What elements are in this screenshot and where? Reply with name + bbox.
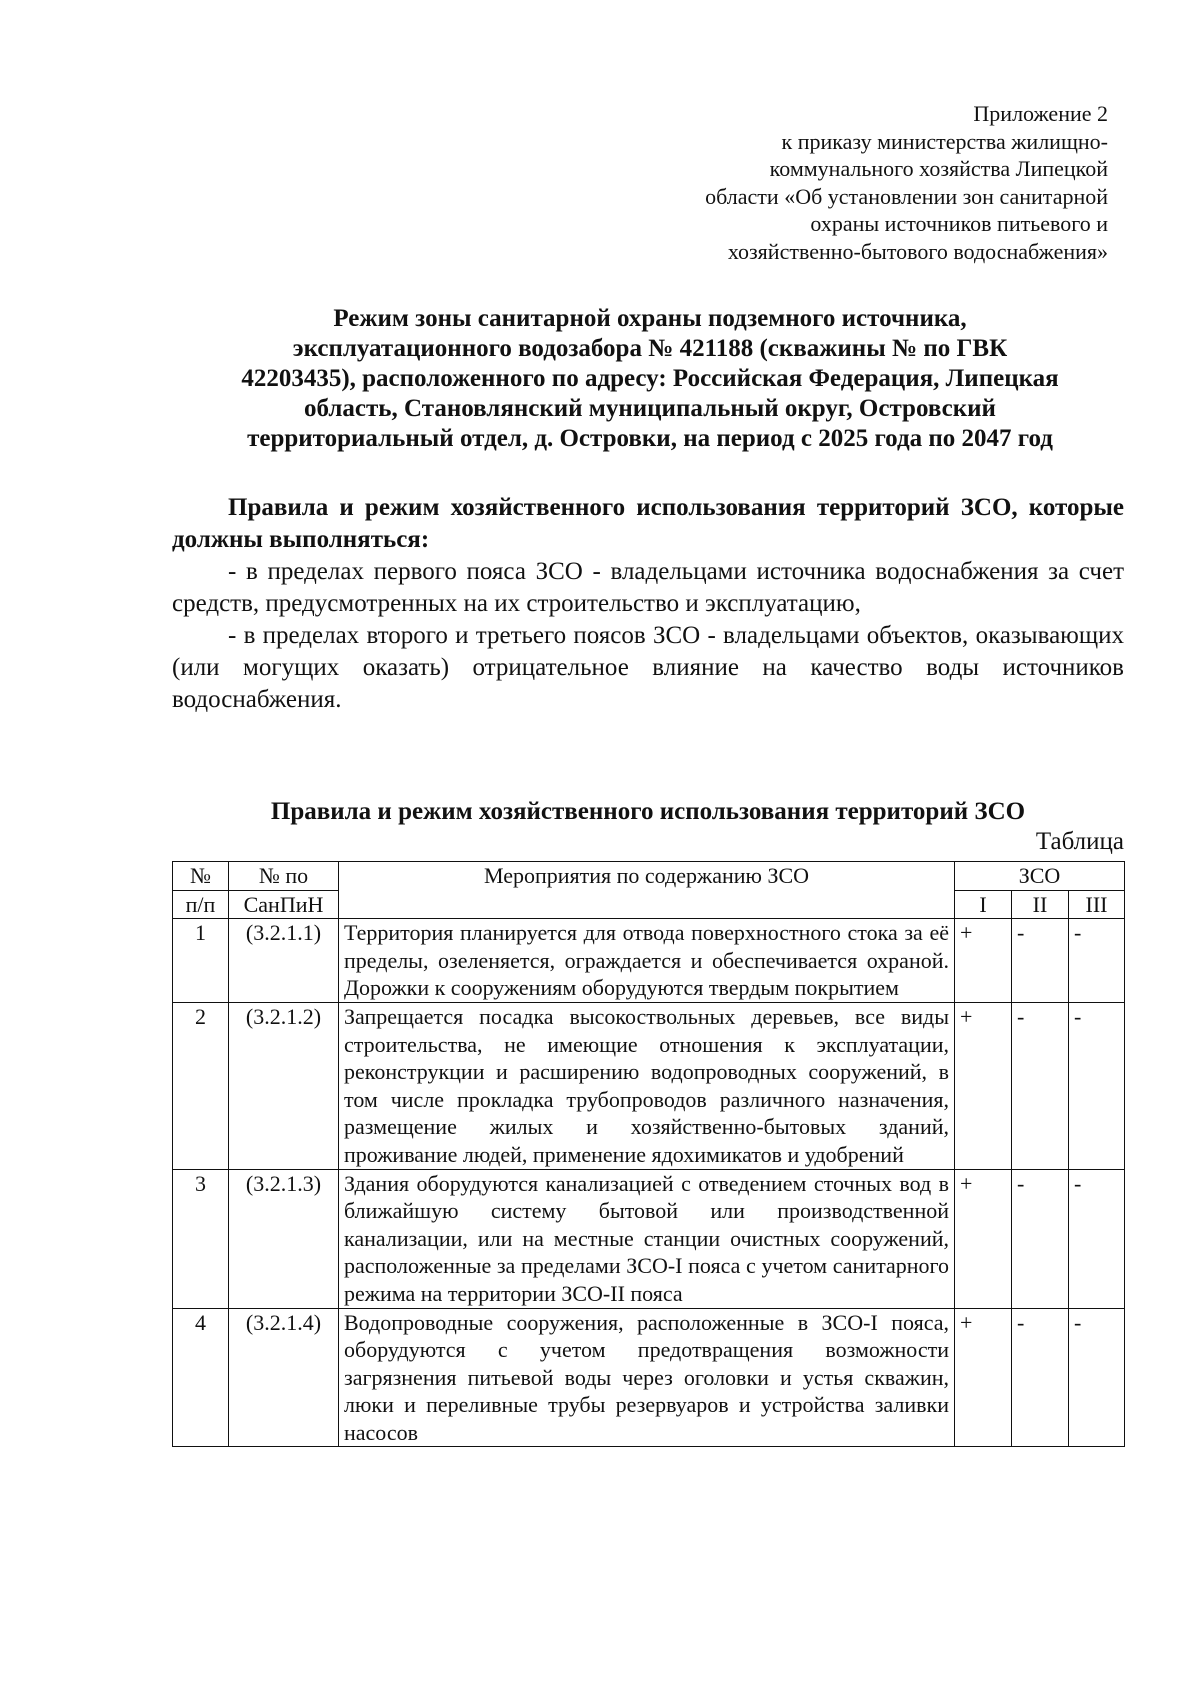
appendix-line: хозяйственно-бытового водоснабжения»: [727, 238, 1108, 264]
row-num: 3: [173, 1169, 229, 1308]
intro-item-second-third-belt: - в пределах второго и третьего поясов ЗСО - владельцами объектов, оказывающих (или могущих оказать) отрицательное влияние на качество воды источников водоснабжения.: [172, 622, 1124, 713]
title-line: область, Становлянский муниципальный округ, Островский: [304, 395, 996, 422]
row-belt-1: +: [955, 1002, 1012, 1169]
appendix-note: [588, 100, 1108, 266]
title-line: эксплуатационного водозабора № 421188 (скважины № по ГВК: [292, 335, 1008, 362]
row-belt-2: -: [1012, 919, 1069, 1003]
document-title: [170, 304, 1130, 454]
row-sanpin-ref: (3.2.1.3): [229, 1169, 339, 1308]
row-belt-1: +: [955, 919, 1012, 1003]
header-belt-3: III: [1069, 890, 1125, 919]
header-belt-1: I: [955, 890, 1012, 919]
appendix-line: охраны источников питьевого и: [810, 211, 1108, 237]
title-line: территориальный отдел, д. Островки, на период с 2025 года по 2047 год: [247, 425, 1053, 452]
zso-rules-table: [172, 861, 1125, 1447]
intro-heading: Правила и режим хозяйственного использования территорий ЗСО, которые должны выполняться:: [172, 494, 1124, 553]
header-num: №: [173, 862, 229, 891]
header-num-sub: п/п: [173, 890, 229, 919]
table-row: [173, 919, 1125, 1003]
table-caption: Таблица: [1035, 828, 1124, 855]
appendix-line: области «Об установлении зон санитарной: [705, 183, 1108, 209]
row-sanpin-ref: (3.2.1.1): [229, 919, 339, 1003]
intro-section: [172, 492, 1124, 716]
title-line: 42203435), расположенного по адресу: Российская Федерация, Липецкая: [241, 365, 1059, 392]
header-ref-sub: СанПиН: [229, 890, 339, 919]
header-belt-2: II: [1012, 890, 1069, 919]
appendix-line: к приказу министерства жилищно-: [781, 128, 1108, 154]
row-belt-3: -: [1069, 1002, 1125, 1169]
header-zso: ЗСО: [955, 862, 1125, 891]
appendix-line: Приложение 2: [973, 101, 1108, 126]
row-belt-1: +: [955, 1169, 1012, 1308]
intro-item-first-belt: - в пределах первого пояса ЗСО - владельцами источника водоснабжения за счет средств, предусмотренных на их строительство и эксплуатацию,: [172, 558, 1124, 617]
row-measure: Территория планируется для отвода поверхностного стока за её пределы, озеленяется, ограждается и обеспечивается охраной. Дорожки к сооружениям оборудуются твердым покрытием: [339, 919, 955, 1003]
row-sanpin-ref: (3.2.1.4): [229, 1308, 339, 1447]
row-belt-3: -: [1069, 1308, 1125, 1447]
row-sanpin-ref: (3.2.1.2): [229, 1002, 339, 1169]
row-num: 4: [173, 1308, 229, 1447]
row-belt-2: -: [1012, 1308, 1069, 1447]
row-belt-1: +: [955, 1308, 1012, 1447]
row-measure: Здания оборудуются канализацией с отведением сточных вод в ближайшую систему бытовой или производственной канализации, или на местные станции очистных сооружений, расположенные за пределами ЗСО-I пояса с учетом санитарного режима на территории ЗСО-II пояса: [339, 1169, 955, 1308]
table-header-row: [173, 862, 1125, 891]
row-belt-2: -: [1012, 1002, 1069, 1169]
table-row: [173, 1308, 1125, 1447]
appendix-line: коммунального хозяйства Липецкой: [769, 156, 1108, 182]
header-measures: Мероприятия по содержанию ЗСО: [339, 862, 955, 919]
row-measure: Водопроводные сооружения, расположенные в ЗСО-I пояса, оборудуются с учетом предотвращения возможности загрязнения питьевой воды через оголовки и устья скважин, люки и переливные трубы резервуаров и устройства заливки насосов: [339, 1308, 955, 1447]
header-ref: № по: [229, 862, 339, 891]
table-title: Правила и режим хозяйственного использования территорий ЗСО: [270, 798, 1026, 825]
row-belt-3: -: [1069, 919, 1125, 1003]
row-num: 2: [173, 1002, 229, 1169]
row-belt-2: -: [1012, 1169, 1069, 1308]
table-row: [173, 1169, 1125, 1308]
row-belt-3: -: [1069, 1169, 1125, 1308]
row-measure: Запрещается посадка высокоствольных деревьев, все виды строительства, не имеющие отношения к эксплуатации, реконструкции и расширению водопроводных сооружений, в том числе прокладка трубопроводов различного назначения, размещение жилых и хозяйственно-бытовых зданий, проживание людей, применение ядохимикатов и удобрений: [339, 1002, 955, 1169]
row-num: 1: [173, 919, 229, 1003]
title-line: Режим зоны санитарной охраны подземного источника,: [333, 305, 967, 332]
table-row: [173, 1002, 1125, 1169]
